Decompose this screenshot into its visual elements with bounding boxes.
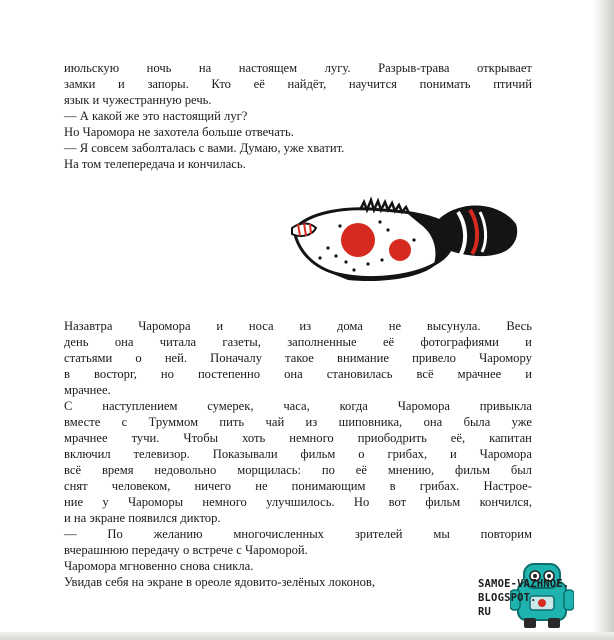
text-line-content: замки и запоры. Кто её найдёт, научится понимать птичий <box>64 77 532 91</box>
text-line <box>64 108 532 124</box>
text-line-content: включил телевизор. Показывали фильм о грибах, и Чаромора <box>64 447 532 461</box>
text-line <box>64 398 532 414</box>
text-line <box>64 430 532 446</box>
text-line <box>64 156 532 172</box>
text-line-content: вместе с Труммом пить чай из шиповника, она была уже <box>64 415 532 429</box>
text-line <box>64 92 532 108</box>
text-line <box>64 494 532 510</box>
text-line-content: — А какой же это настоящий луг? <box>64 109 248 123</box>
text-line-content: статьями о ней. Поначалу такое внимание привело Чаромору <box>64 351 532 365</box>
page-gutter-shadow <box>592 0 614 640</box>
text-line-content: июльскую ночь на настоящем лугу. Разрыв-трава открывает <box>64 61 532 75</box>
text-block-bottom <box>64 318 532 590</box>
text-line <box>64 574 532 590</box>
text-line-content: снят человеком, ничего не понимающим в грибах. Настрое- <box>64 479 532 493</box>
blog-caption <box>478 577 569 619</box>
text-line <box>64 510 532 526</box>
text-line <box>64 124 532 140</box>
text-line <box>64 414 532 430</box>
text-line <box>64 350 532 366</box>
text-line-content: Назавтра Чаромора и носа из дома не высунула. Весь <box>64 319 532 333</box>
text-line <box>64 382 532 398</box>
text-line-content: — По желанию многочисленных зрителей мы повторим <box>64 527 532 541</box>
text-line <box>64 334 532 350</box>
text-line-content: ние у Чароморы немного улучшилось. Но вот фильм кончился, <box>64 495 532 509</box>
text-line <box>64 446 532 462</box>
text-line <box>64 526 532 542</box>
blog-caption-line: BLOGSPOT. <box>478 592 537 604</box>
text-line-content: — Я совсем заболталась с вами. Думаю, уже хватит. <box>64 141 345 155</box>
text-line-content: всё время недовольно морщилась: по её мнению, фильм был <box>64 463 532 477</box>
text-line-content: С наступлением сумерек, часа, когда Чаромора привыкла <box>64 399 532 413</box>
text-line-content: вчерашнюю передачу о встрече с Чароморой. <box>64 543 308 557</box>
text-line <box>64 558 532 574</box>
text-line-content: день она читала газеты, заполненные её фотографиями и <box>64 335 532 349</box>
text-line <box>64 76 532 92</box>
text-line-content: Но Чаромора не захотела больше отвечать. <box>64 125 294 139</box>
text-line <box>64 542 532 558</box>
text-line <box>64 462 532 478</box>
text-line-content: Увидав себя на экране в ореоле ядовито-зелёных локонов, <box>64 575 376 589</box>
text-line-content: язык и чужестранную речь. <box>64 93 212 107</box>
text-line-content: На том телепередача и кончилась. <box>64 157 246 171</box>
blog-caption-line: SAMOE-VAZHNOE. <box>478 578 570 590</box>
text-line-content: в восторг, но постепенно она становилась всё мрачнее и <box>64 367 532 381</box>
text-line <box>64 318 532 334</box>
text-line-content: и на экране появился диктор. <box>64 511 221 525</box>
blog-caption-line: RU <box>478 606 492 618</box>
text-line-content: мрачнее. <box>64 383 111 397</box>
text-line <box>64 60 532 76</box>
page-bottom-edge <box>0 632 614 640</box>
text-block-top <box>64 60 532 172</box>
text-line <box>64 478 532 494</box>
text-line-content: мрачнее тучи. Чтобы хоть немного приободрить её, капитан <box>64 431 532 445</box>
text-line-content: Чаромора мгновенно снова сникла. <box>64 559 254 573</box>
text-line <box>64 366 532 382</box>
fish-creature-illustration <box>288 190 524 282</box>
text-line <box>64 140 532 156</box>
